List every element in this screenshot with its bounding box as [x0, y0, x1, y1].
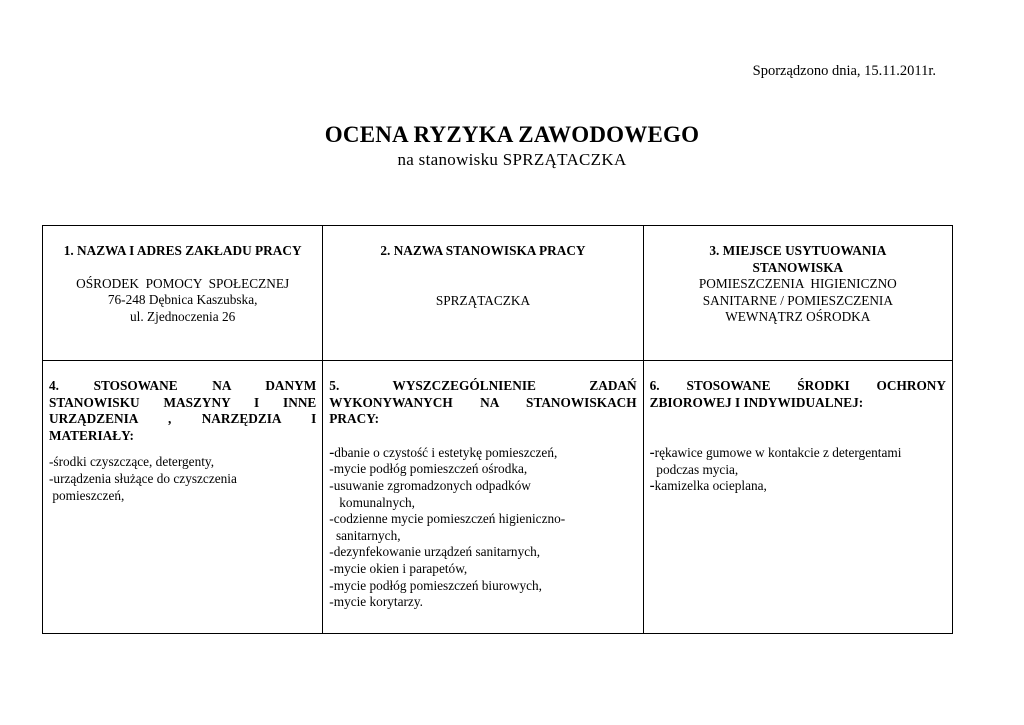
tasks-heading: 5. WYSZCZEGÓLNIENIE ZADAŃ WYKONYWANYCH NA STANOWISKACH PRACY: — [329, 378, 637, 427]
protection-text: kamizelka ocieplana, — [654, 478, 767, 494]
list-item: -mycie podłóg pomieszczeń biurowych, — [329, 577, 542, 593]
workplace-location-cell — [643, 226, 952, 361]
list-item: -codzienne mycie pomieszczeń higieniczno- — [329, 511, 566, 527]
document-title: OCENA RYZYKA ZAWODOWEGO — [324, 122, 700, 147]
location-line2: SANITARNE / POMIESZCZENIA — [702, 292, 893, 308]
list-item: -mycie podłóg pomieszczeń ośrodka, — [329, 461, 528, 477]
bullet-dash: - — [329, 444, 335, 461]
list-item: -mycie okien i parapetów, — [329, 560, 468, 576]
workplace-street: ul. Zjednoczenia 26 — [130, 308, 236, 324]
workplace-name: OŚRODEK POMOCY SPOŁECZNEJ — [76, 275, 290, 291]
position-name-cell — [323, 226, 643, 361]
bullet-dash: - — [649, 478, 655, 495]
list-item: komunalnych, — [329, 494, 415, 510]
list-item — [650, 445, 946, 462]
list-item: pomieszczeń, — [49, 487, 125, 503]
list-item — [329, 445, 636, 462]
list-item: -mycie korytarzy. — [329, 594, 423, 610]
location-line3: WEWNĄTRZ OŚRODKA — [725, 309, 871, 325]
protection-measures-cell — [643, 361, 952, 634]
document-date: Sporządzono dnia, 15.11.2011r. — [752, 63, 936, 79]
location-line1: POMIESZCZENIA HIGIENICZNO — [698, 276, 897, 292]
list-item: podczas mycia, — [649, 461, 739, 477]
workplace-heading: 1. NAZWA I ADRES ZAKŁADU PRACY — [63, 243, 302, 258]
table-row — [43, 226, 953, 361]
list-item — [650, 478, 946, 495]
protection-heading: 6. STOSOWANE ŚRODKI OCHRONY ZBIOROWEJ I INDYWIDUALNEJ: — [649, 378, 946, 410]
table-row — [43, 361, 953, 634]
list-item: sanitarnych, — [329, 527, 401, 543]
list-item: -dezynfekowanie urządzeń sanitarnych, — [329, 544, 541, 560]
workplace-city: 76-248 Dębnica Kaszubska, — [107, 292, 258, 308]
task-text: dbanie o czystość i estetykę pomieszczeń, — [334, 444, 558, 460]
list-item: -usuwanie zgromadzonych odpadków — [329, 477, 531, 493]
risk-assessment-table — [42, 225, 953, 634]
tasks-cell — [323, 361, 643, 634]
workplace-name-address-cell — [43, 226, 323, 361]
document-subtitle: na stanowisku SPRZĄTACZKA — [397, 150, 627, 169]
protection-text: rękawice gumowe w kontakcie z detergentami — [654, 445, 902, 461]
bullet-dash: - — [649, 445, 655, 462]
position-heading: 2. NAZWA STANOWISKA PRACY — [380, 243, 586, 258]
location-heading-line2: STANOWISKA — [752, 259, 844, 275]
position-value: SPRZĄTACZKA — [435, 292, 531, 308]
list-item: -środki czyszczące, detergenty, — [49, 454, 215, 470]
machines-tools-cell — [43, 361, 323, 634]
location-heading-line1: 3. MIEJSCE USYTUOWANIA — [709, 243, 887, 258]
list-item: -urządzenia służące do czyszczenia — [49, 470, 237, 486]
machines-heading: 4. STOSOWANE NA DANYM STANOWISKU MASZYNY I INNE URZĄDZENIA , NARZĘDZIA I MATERIAŁY: — [49, 378, 317, 443]
